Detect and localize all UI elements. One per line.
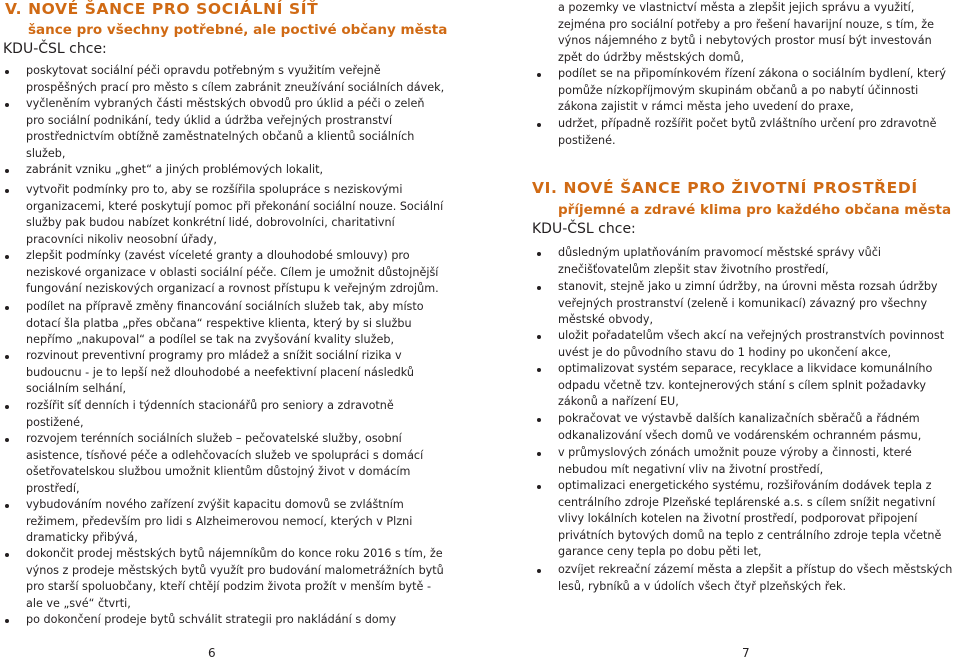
list-item: optimalizaci energetického systému, rozšiřováním dodávek tepla z centrálního zdroje Plzeňské teplárenské a.s. s cílem snížit negativní vlivy lokálních kotelen na životní prostředí, podporovat připojení privátních bytových domů na teplo z centrálního zdroje tepla včetně garance ceny tepla po dobu pěti let,: [558, 478, 960, 561]
section-vi-subtitle: příjemné a zdravé klima pro každého občana města: [558, 202, 952, 218]
continuation-text: a pozemky ve vlastnictví města a zlepšit jejich správu a využití, zejména pro sociální potřeby a pro řešení havarijní nouze, s tím, že výnos nájemného z bytů i nebytových prostor musí být investován zpět do údržby městských domů,: [558, 1, 935, 64]
list-item: vytvořit podmínky pro to, aby se rozšířila spolupráce s neziskovými organizacemi, které poskytují pomoc při překonání sociální nouze. Sociální služby pak budou nabízet konkrétní lidé, dobrovolníci, charitativní pracovníci nikoliv neosobní úřady,: [26, 182, 446, 248]
list-item: rozvojem terénních sociálních služeb – pečovatelské služby, osobní asistence, tísňové péče a odlehčovacích služeb ve spolupráci s domácí ošetřovatelskou službou umožnit klientům důstojný život v domácím prostředí,: [26, 431, 446, 497]
list-item: vybudováním nového zařízení zvýšit kapacitu domovů se zvláštním režimem, především pro lidi s Alzheimerovou nemocí, kterých v Plzni dramaticky přibývá,: [26, 497, 446, 547]
list-item: stanovit, stejně jako u zimní údržby, na úrovni města rozsah údržby veřejných prostranství (zeleně i komunikací) závazný pro všechny městské obvody,: [558, 279, 960, 329]
list-item: podílet se na připomínkovém řízení zákona o sociálním bydlení, který pomůže nízkopříjmovým skupinám občanů a po nabytí účinnosti zákona zajistit v rámci města jeho uvedení do praxe,: [558, 66, 958, 116]
list-item: pokračovat ve výstavbě dalších kanalizačních sběračů a řádném odkanalizování všech domů ve vodárenském ochranném pásmu,: [558, 411, 960, 444]
list-item: vyčleněním vybraných části městských obvodů pro úklid a péči o zeleň pro sociální podnikání, tedy úklid a údržba veřejných prostranství prostřednictvím obtížně zaměstnatelných občanů a klientů sociálních služeb,: [26, 96, 446, 162]
list-item: rozvinout preventivní programy pro mládež a snížit sociální rizika v budoucnu - je to lepší než dlouhodobé a neefektivní placení následků sociálním selhání,: [26, 348, 446, 398]
list-item: rozšířit síť denních i týdenních stacionářů pro seniory a zdravotně postižené,: [26, 398, 446, 431]
page-number: 6: [208, 646, 216, 660]
list-item: ozvíjet rekreační zázemí města a zlepšit a přístup do všech městských lesů, rybníků a v údolích všech čtyř plzeňských řek.: [558, 562, 960, 595]
list-item: podílet na přípravě změny financování sociálních služeb tak, aby místo dotací šla platba „přes občana“ respektive klienta, který by si službu nepřímo „nakupoval“ a podílel se tak na zvyšování kvality služeb,: [26, 299, 446, 349]
section-v-subtitle: šance pro všechny potřebné, ale poctivé občany města: [28, 22, 448, 38]
list-item: v průmyslových zónách umožnit pouze výroby a činnosti, které nebudou mít negativní vliv na životní prostředí,: [558, 445, 960, 478]
list-item: po dokončení prodeje bytů schválit strategii pro nakládání s domy: [26, 612, 446, 629]
list-item: zabránit vzniku „ghet“ a jiných problémových lokalit,: [26, 162, 446, 179]
list-item: zlepšit podmínky (zavést víceleté granty a dlouhodobé smlouvy) pro neziskové organizace v oblasti sociální péče. Cílem je umožnit důstojnější fungování neziskových organizací a rovnost přístupu k veřejným zdrojům.: [26, 248, 446, 298]
section-vi-party-label: KDU-ČSL chce:: [532, 221, 636, 237]
list-item: poskytovat sociální péči opravdu potřebným s využitím veřejně prospěšných prací pro město s cílem zabránit zneužívání sociálních dávek,: [26, 63, 446, 96]
section-v-title: V. NOVÉ ŠANCE PRO SOCIÁLNÍ SÍŤ: [5, 0, 319, 18]
section-vi-title: VI. NOVÉ ŠANCE PRO ŽIVOTNÍ PROSTŘEDÍ: [532, 179, 918, 197]
page-number: 7: [742, 646, 750, 660]
list-item: udržet, případně rozšířit počet bytů zvláštního určení pro zdravotně postižené.: [558, 116, 958, 149]
section-v-party-label: KDU-ČSL chce:: [3, 41, 107, 57]
list-item: dokončit prodej městských bytů nájemníkům do konce roku 2016 s tím, že výnos z prodeje městských bytů využít pro budování malometrážních bytů pro starší spoluobčany, kteří chtějí podzim života prožít v menším bytě - ale ve „své“ čtvrti,: [26, 546, 446, 612]
list-item: optimalizovat systém separace, recyklace a likvidace komunálního odpadu včetně tzv. kontejnerových stání s cílem splnit požadavky zákonů a nařízení EU,: [558, 361, 960, 411]
list-item: důsledným uplatňováním pravomocí městské správy vůči znečišťovatelům zlepšit stav životního prostředí,: [558, 245, 960, 278]
list-item: uložit pořadatelům všech akcí na veřejných prostranstvích povinnost uvést je do původního stavu do 1 hodiny po ukončení akce,: [558, 328, 960, 361]
